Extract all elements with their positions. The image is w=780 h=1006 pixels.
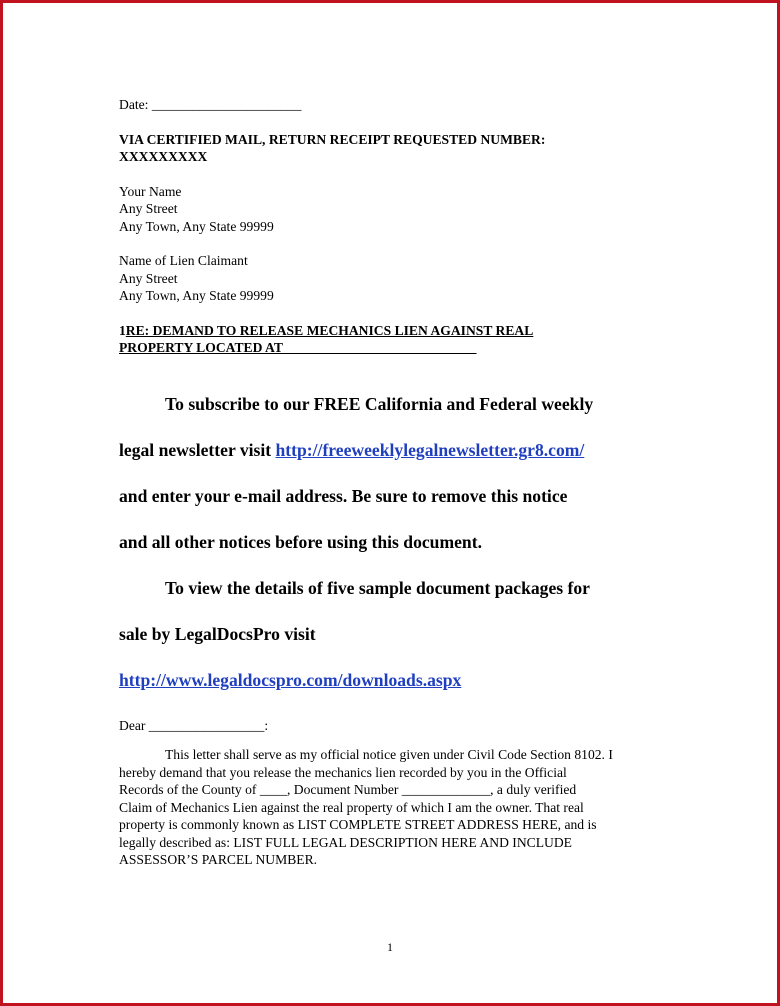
sender-address: [119, 183, 664, 236]
re-line-1: RE: DEMAND TO RELEASE MECHANICS LIEN AGAINST REAL: [125, 322, 534, 338]
subscription-notice: [119, 381, 664, 703]
body-line-6: legally described as: LIST FULL LEGAL DESCRIPTION HERE AND INCLUDE: [119, 834, 572, 850]
letter-body: [119, 746, 664, 869]
sender-name: Your Name: [119, 183, 182, 199]
certified-line-1: VIA CERTIFIED MAIL, RETURN RECEIPT REQUESTED NUMBER:: [119, 131, 546, 147]
body-line-7: ASSESSOR’S PARCEL NUMBER.: [119, 852, 318, 867]
re-prefix: 1: [119, 322, 126, 338]
salutation: Dear _________________:: [119, 717, 269, 733]
letter-page: [119, 96, 664, 869]
notice-line-5: To view the details of five sample document packages for: [165, 577, 590, 598]
notice-line-2: legal newsletter visit: [119, 439, 276, 460]
legaldocspro-link[interactable]: http://www.legaldocspro.com/downloads.aspx: [119, 669, 462, 690]
body-line-5: property is commonly known as LIST COMPLETE STREET ADDRESS HERE, and is: [119, 817, 597, 832]
date-blank: ______________________: [151, 97, 302, 112]
body-line-2: hereby demand that you release the mechanics lien recorded by you in the Official: [119, 764, 567, 780]
recipient-street: Any Street: [119, 270, 178, 286]
body-line-3: Records of the County of ____, Document Number _____________, a duly verified: [119, 782, 577, 797]
notice-line-4: and all other notices before using this document.: [119, 531, 482, 552]
recipient-name: Name of Lien Claimant: [119, 253, 248, 268]
recipient-city: Any Town, Any State 99999: [119, 288, 274, 303]
page-number: 1: [387, 940, 393, 954]
date-line: [119, 96, 664, 114]
certified-mail-notice: [119, 131, 664, 166]
re-line-2: PROPERTY LOCATED AT ____________________________: [119, 340, 477, 355]
notice-line-3: and enter your e-mail address. Be sure to remove this notice: [119, 485, 568, 506]
body-line-4: Claim of Mechanics Lien against the real property of which I am the owner. That real: [119, 799, 584, 815]
sender-street: Any Street: [119, 201, 178, 216]
date-label: Date:: [119, 97, 152, 112]
sender-city: Any Town, Any State 99999: [119, 218, 274, 234]
recipient-address: [119, 252, 664, 305]
body-line-1: This letter shall serve as my official notice given under Civil Code Section 8102. I: [165, 747, 613, 762]
notice-line-6: sale by LegalDocsPro visit: [119, 623, 316, 644]
certified-line-2: XXXXXXXXX: [119, 149, 208, 164]
re-heading: [119, 322, 664, 357]
newsletter-link[interactable]: http://freeweeklylegalnewsletter.gr8.com/: [275, 439, 585, 460]
notice-line-1: To subscribe to our FREE California and Federal weekly: [165, 393, 594, 414]
